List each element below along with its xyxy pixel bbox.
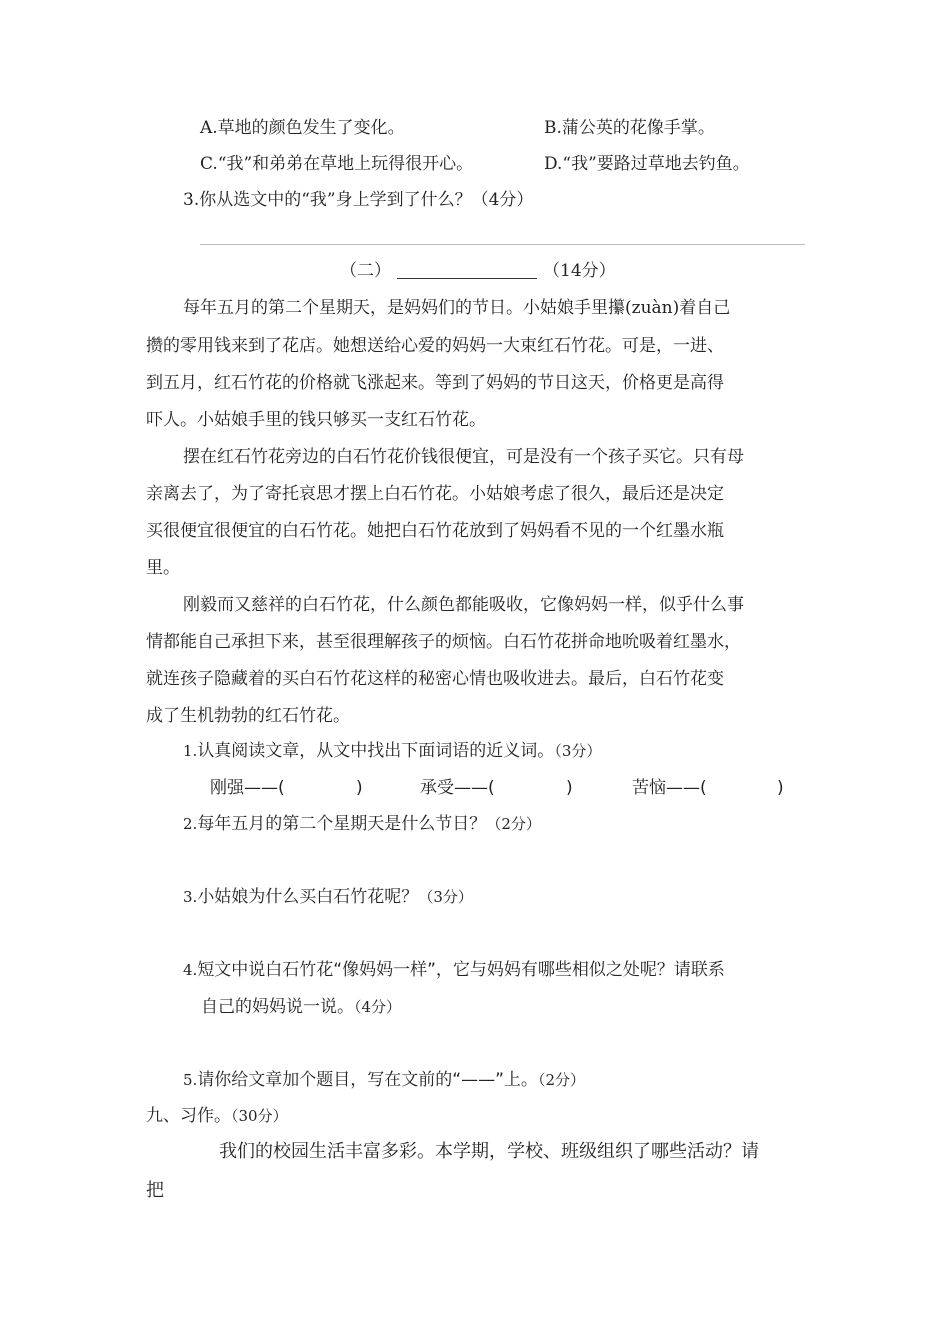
question-score: （3分） — [418, 888, 473, 906]
essay-prompt-line: 把 — [146, 1180, 164, 1201]
synonym-word: 苦恼——( — [632, 778, 707, 798]
question-number: 3. — [183, 888, 198, 906]
question-score: （2分） — [537, 1071, 585, 1089]
question-3 — [183, 885, 473, 909]
question-text: 自己的妈妈说一说。 — [201, 997, 354, 1017]
option-a: A.草地的颜色发生了变化。 — [200, 118, 405, 138]
section-title: 九、习作。 — [146, 1106, 231, 1126]
question-text: 请你给文章加个题目，写在文前的“——”上。 — [197, 1070, 538, 1090]
paren-close: ) — [777, 778, 784, 798]
question-text: 小姑娘为什么买白石竹花呢？ — [197, 887, 419, 907]
essay-prompt-line: 我们的校园生活丰富多彩。本学期，学校、班级组织了哪些活动？请 — [219, 1141, 759, 1162]
title-blank — [397, 260, 537, 279]
synonym-word: 刚强——( — [210, 778, 285, 798]
question-1 — [183, 739, 601, 763]
question-score: （2分） — [486, 815, 541, 833]
question-text: 短文中说白石竹花“像妈妈一样”，它与妈妈有哪些相似之处呢？请联系 — [197, 960, 725, 980]
section-heading — [340, 259, 616, 283]
passage-line: 成了生机勃勃的红石竹花。 — [146, 706, 350, 726]
passage-line: 刚毅而又慈祥的白石竹花，什么颜色都能吸收，它像妈妈一样，似乎什么事 — [183, 595, 744, 615]
part1-question-3: 3.你从选文中的“我”身上学到了什么？（4分） — [183, 190, 534, 210]
passage-line: 每年五月的第二个星期天，是妈妈们的节日。小姑娘手里攥(zuàn)着自己 — [183, 298, 731, 318]
passage-line: 攒的零用钱来到了花店。她想送给心爱的妈妈一大束红石竹花。可是，一进、 — [146, 336, 724, 356]
synonym-2 — [420, 776, 495, 800]
option-c: C.“我”和弟弟在草地上玩得很开心。 — [200, 154, 474, 174]
option-b: B.蒲公英的花像手掌。 — [544, 118, 715, 138]
passage-line: 摆在红石竹花旁边的白石竹花价钱很便宜，可是没有一个孩子买它。只有母 — [183, 447, 744, 467]
synonym-1 — [210, 776, 285, 800]
paren-close: ) — [566, 778, 573, 798]
question-number: 1. — [183, 742, 198, 760]
paren-close: ) — [356, 778, 363, 798]
question-4-continued — [201, 995, 401, 1019]
passage-line: 到五月，红石竹花的价格就飞涨起来。等到了妈妈的节日这天，价格更是高得 — [146, 373, 724, 393]
heading-prefix: （二） — [340, 261, 391, 281]
passage-line: 买很便宜很便宜的白石竹花。她把白石竹花放到了妈妈看不见的一个红墨水瓶 — [146, 521, 724, 541]
synonym-3 — [632, 776, 707, 800]
passage-line: 吓人。小姑娘手里的钱只够买一支红石竹花。 — [146, 410, 486, 430]
question-text: 每年五月的第二个星期天是什么节日？ — [197, 814, 487, 834]
question-text: 认真阅读文章，从文中找出下面词语的近义词。 — [197, 741, 555, 761]
question-4 — [183, 958, 725, 982]
synonym-word: 承受——( — [420, 778, 495, 798]
question-number: 5. — [183, 1071, 198, 1089]
question-5 — [183, 1068, 585, 1092]
section-score: （30分） — [231, 1107, 288, 1125]
heading-score: （14分） — [543, 261, 616, 281]
passage-line: 就连孩子隐藏着的买白石竹花这样的秘密心情也吸收进去。最后，白石竹花变 — [146, 669, 724, 689]
passage-line: 里。 — [146, 558, 180, 578]
question-number: 4. — [183, 961, 198, 979]
passage-line: 亲离去了，为了寄托哀思才摆上白石竹花。小姑娘考虑了很久，最后还是决定 — [146, 484, 724, 504]
question-number: 2. — [183, 815, 198, 833]
answer-line — [200, 244, 805, 245]
passage-line: 情都能自己承担下来，甚至很理解孩子的烦恼。白石竹花拼命地吮吸着红墨水， — [146, 632, 741, 652]
question-2 — [183, 812, 541, 836]
question-score: （3分） — [554, 742, 602, 760]
option-d: D.“我”要路过草地去钓鱼。 — [544, 154, 750, 174]
question-score: （4分） — [354, 998, 402, 1016]
section-9-title — [146, 1104, 288, 1128]
